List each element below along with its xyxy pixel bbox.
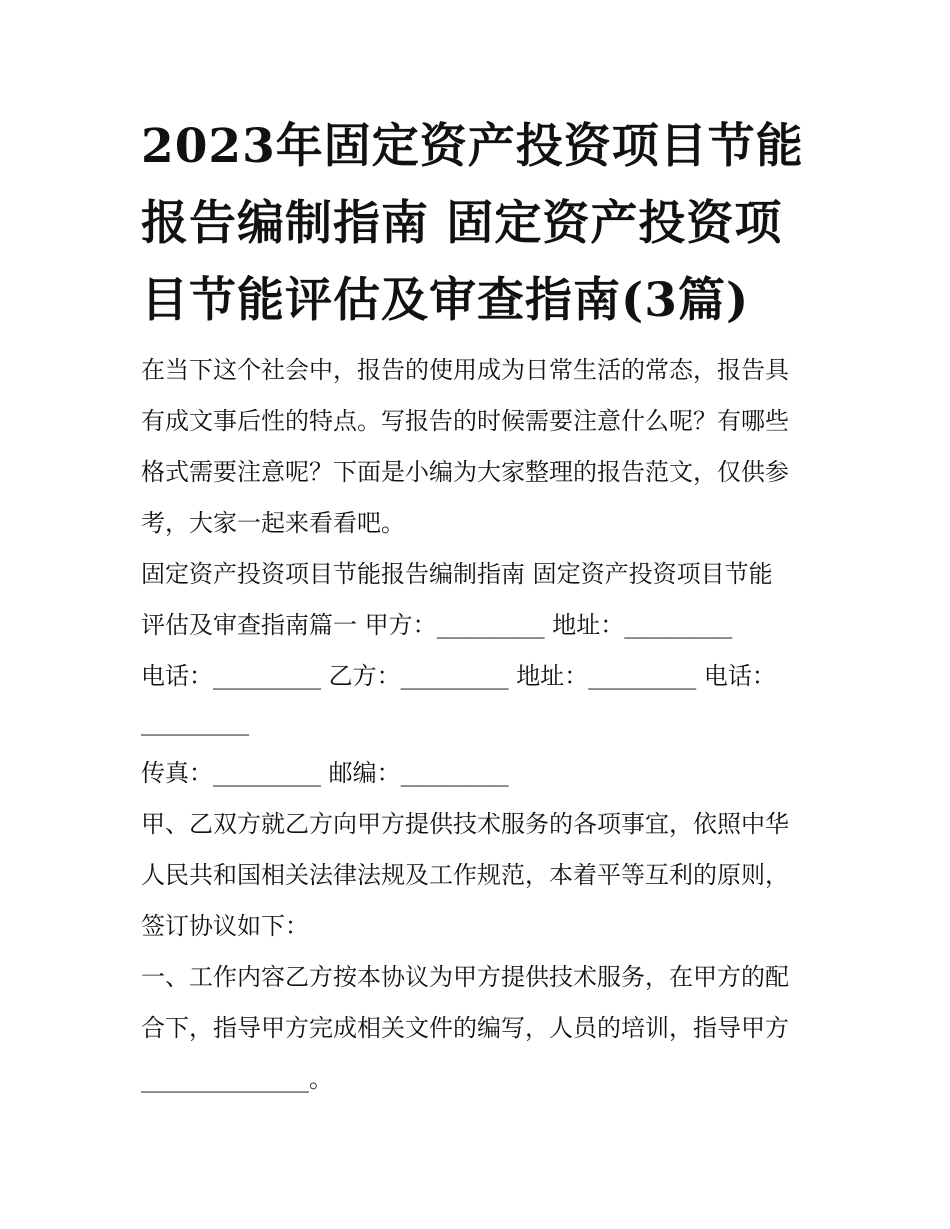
intro-line: 考，大家一起来看看吧。 (141, 509, 405, 537)
agreement-line: 人民共和国相关法律法规及工作规范，本着平等互利的原则， (141, 861, 789, 889)
work-content-line: 合下，指导甲方完成相关文件的编写，人员的培训，指导甲方 (141, 1014, 789, 1042)
work-content-line: 一、工作内容乙方按本协议为甲方提供技术服务，在甲方的配 (141, 963, 789, 991)
section-heading (141, 549, 816, 651)
title-line: 报告编制指南 固定资产投资项 (141, 196, 783, 251)
document-page (141, 108, 816, 1105)
work-content-paragraph (141, 952, 816, 1105)
contact-line: _________ (141, 708, 249, 736)
contact-line: 电话：_________ 乙方：_________ 地址：_________ 电话： (141, 662, 776, 690)
section-heading-line: 评估及审查指南篇一 甲方：_________ 地址：_________ (141, 611, 733, 639)
contact-line: 传真：_________ 邮编：_________ (141, 759, 509, 787)
intro-line: 在当下这个社会中，报告的使用成为日常生活的常态，报告具 (141, 356, 789, 384)
agreement-paragraph (141, 799, 816, 952)
agreement-line: 签订协议如下： (141, 912, 309, 940)
contact-block (141, 651, 816, 799)
document-title (141, 108, 816, 339)
agreement-line: 甲、乙双方就乙方向甲方提供技术服务的各项事宜，依照中华 (141, 810, 789, 838)
intro-line: 格式需要注意呢？下面是小编为大家整理的报告范文，仅供参 (141, 458, 789, 486)
title-line: 目节能评估及审查指南(3篇) (141, 273, 750, 328)
title-line: 2023年固定资产投资项目节能 (141, 119, 804, 174)
intro-line: 有成文事后性的特点。写报告的时候需要注意什么呢？有哪些 (141, 407, 789, 435)
section-heading-line: 固定资产投资项目节能报告编制指南 固定资产投资项目节能 (141, 560, 773, 588)
work-content-line: ______________。 (141, 1065, 333, 1093)
intro-paragraph (141, 345, 816, 549)
